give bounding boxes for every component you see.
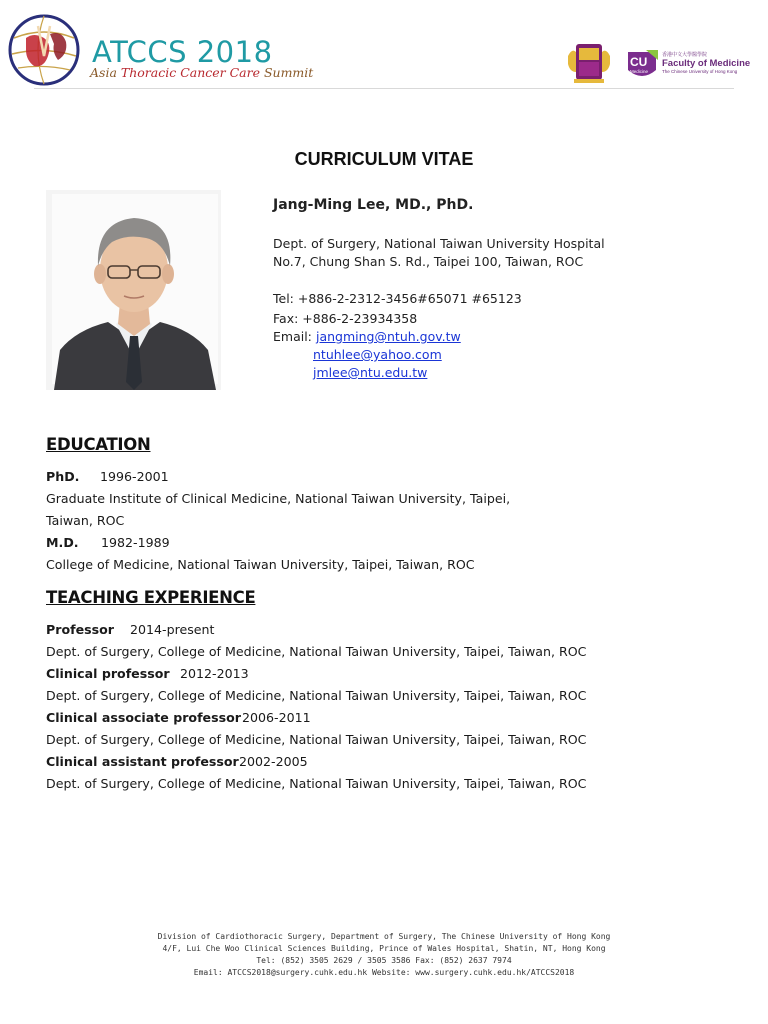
teaching-experience-heading: TEACHING EXPERIENCE — [46, 588, 256, 607]
teaching-institution-line: Dept. of Surgery, College of Medicine, National Taiwan University, Taipei, Taiwan, ROC — [46, 776, 587, 791]
position-title: Professor — [46, 622, 114, 637]
page-footer — [0, 931, 768, 979]
teaching-entry — [46, 666, 249, 681]
globe-logo-icon — [4, 8, 96, 88]
footer-line: Email: ATCCS2018@surgery.cuhk.edu.hk Website: www.surgery.cuhk.edu.hk/ATCCS2018 — [193, 968, 575, 977]
position-title: Clinical associate professor — [46, 710, 241, 725]
brand-subtitle-part-1: Asia — [90, 65, 121, 80]
position-years: 2006-2011 — [242, 710, 311, 725]
email-link-1[interactable]: jangming@ntuh.gov.tw — [316, 329, 461, 344]
svg-text:CU: CU — [630, 55, 648, 69]
faculty-of-medicine-label — [662, 53, 750, 74]
phone-line: Tel: +886-2-2312-3456#65071 #65123 — [273, 291, 522, 306]
footer-line: Tel: (852) 3505 2629 / 3505 3586 Fax: (852) 2637 7974 — [256, 956, 512, 965]
email-label: Email: — [273, 329, 312, 344]
degree-years: 1982-1989 — [101, 535, 170, 550]
teaching-institution-line: Dept. of Surgery, College of Medicine, National Taiwan University, Taipei, Taiwan, ROC — [46, 644, 587, 659]
address-line: No.7, Chung Shan S. Rd., Taipei 100, Taiwan, ROC — [273, 254, 584, 269]
education-entry-phd — [46, 469, 169, 484]
department-line: Dept. of Surgery, National Taiwan University Hospital — [273, 236, 605, 251]
teaching-institution-line: Dept. of Surgery, College of Medicine, National Taiwan University, Taipei, Taiwan, ROC — [46, 688, 587, 703]
email-link-2[interactable]: ntuhlee@yahoo.com — [313, 347, 442, 362]
education-institution-line: College of Medicine, National Taiwan University, Taipei, Taiwan, ROC — [46, 557, 475, 572]
faculty-chinese-name: 香港中文大學醫學院 — [662, 52, 708, 58]
education-institution-line: Taiwan, ROC — [46, 513, 125, 528]
degree-label: M.D. — [46, 535, 79, 550]
degree-label: PhD. — [46, 469, 80, 484]
position-title: Clinical professor — [46, 666, 170, 681]
education-heading: EDUCATION — [46, 435, 151, 454]
university-crest-icon — [566, 42, 612, 84]
brand-title: ATCCS 2018 — [92, 35, 273, 69]
education-entry-md — [46, 535, 170, 550]
teaching-entry — [46, 754, 308, 769]
teaching-entry — [46, 710, 311, 725]
position-years: 2014-present — [130, 622, 215, 637]
fax-line: Fax: +886-2-23934358 — [273, 311, 418, 326]
email-link-3[interactable]: jmlee@ntu.edu.tw — [313, 365, 428, 380]
teaching-institution-line: Dept. of Surgery, College of Medicine, National Taiwan University, Taipei, Taiwan, ROC — [46, 732, 587, 747]
person-name: Jang-Ming Lee, MD., PhD. — [273, 197, 474, 213]
brand-subtitle — [90, 67, 313, 80]
portrait-photo — [46, 190, 221, 390]
faculty-university: The Chinese University of Hong Kong — [662, 68, 738, 74]
document-title: CURRICULUM VITAE — [294, 149, 474, 169]
faculty-name: Faculty of Medicine — [662, 58, 751, 69]
position-years: 2002-2005 — [239, 754, 308, 769]
brand-subtitle-part-2: Thoracic Cancer Care — [120, 65, 264, 80]
svg-text:Medicine: Medicine — [630, 69, 649, 74]
position-years: 2012-2013 — [180, 666, 249, 681]
teaching-entry — [46, 622, 215, 637]
degree-years: 1996-2001 — [100, 469, 169, 484]
page-header — [0, 0, 768, 92]
cu-medicine-logo-icon — [624, 48, 660, 80]
position-title: Clinical assistant professor — [46, 754, 239, 769]
header-divider — [34, 88, 734, 89]
footer-line: Division of Cardiothoracic Surgery, Department of Surgery, The Chinese University of Hong Kong — [157, 932, 611, 941]
footer-line: 4/F, Lui Che Woo Clinical Sciences Building, Prince of Wales Hospital, Shatin, NT, Hong Kong — [162, 944, 606, 953]
brand-subtitle-part-3: Summit — [263, 65, 314, 80]
education-institution-line: Graduate Institute of Clinical Medicine, National Taiwan University, Taipei, — [46, 491, 511, 506]
